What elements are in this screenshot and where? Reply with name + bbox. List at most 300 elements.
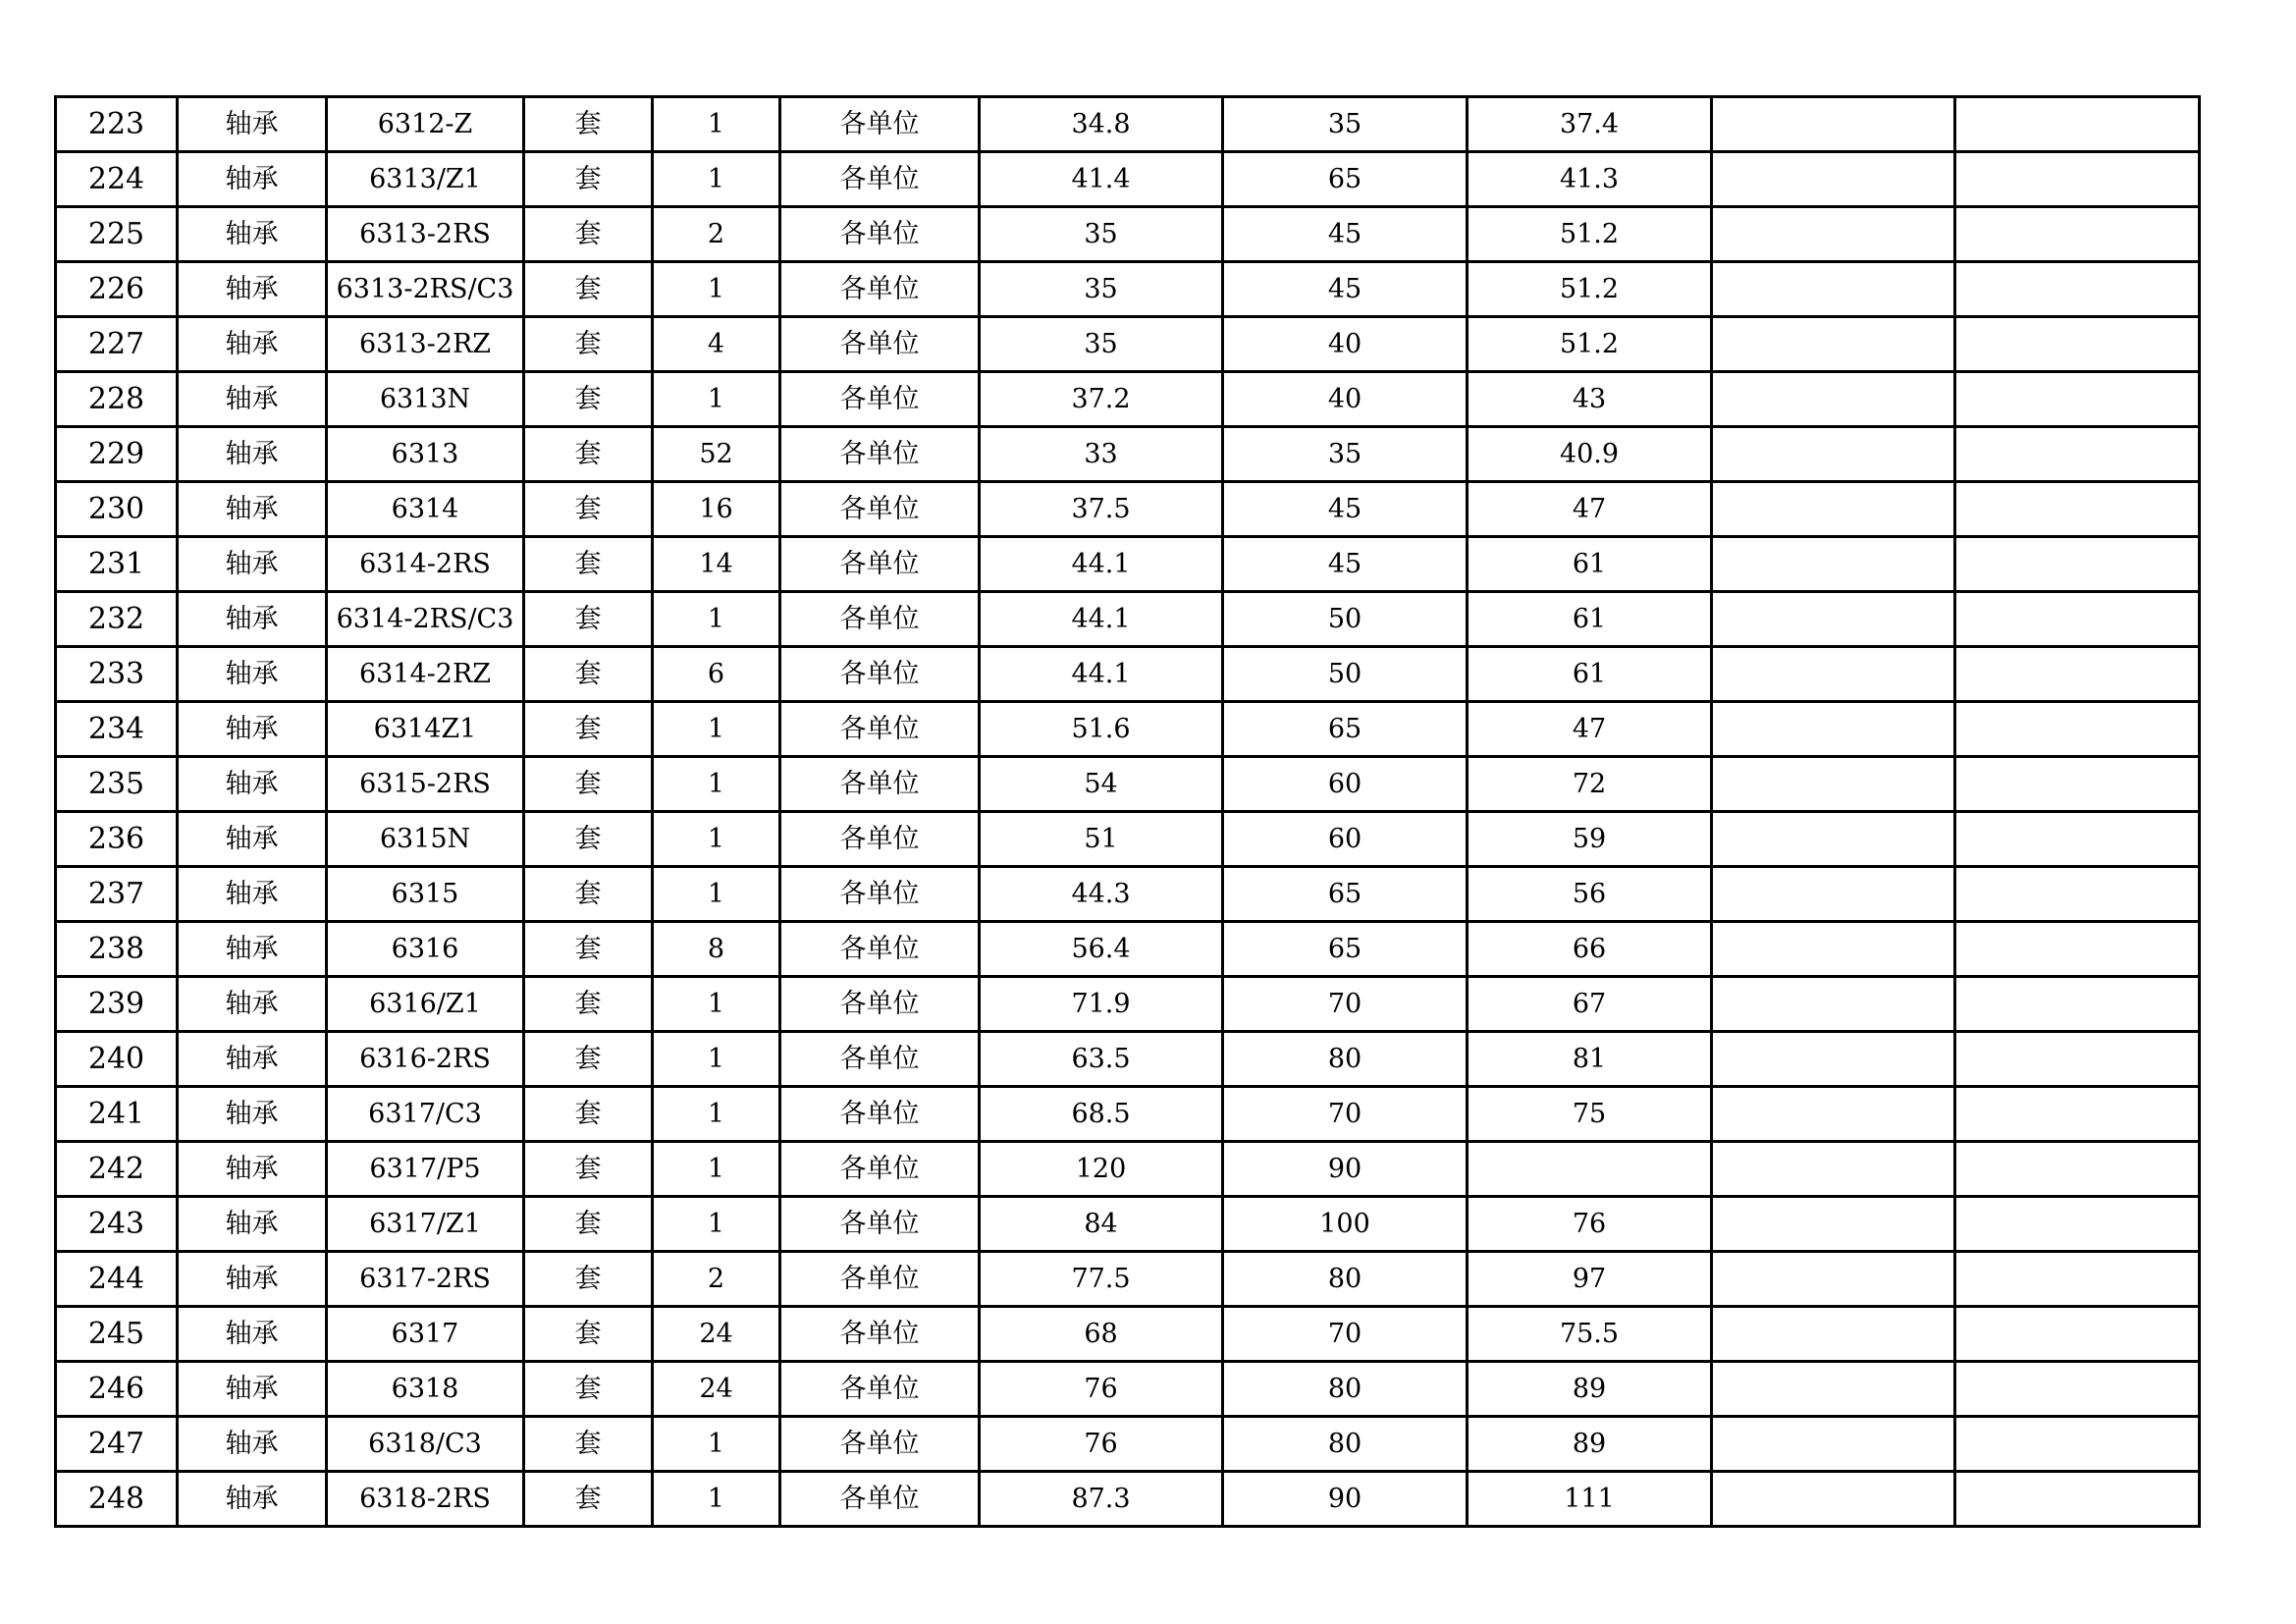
price-col-3-cell [1468,1142,1712,1197]
item-name-cell: 轴承 [178,1197,327,1252]
price-col-2-cell: 65 [1223,922,1468,977]
unit-cell: 套 [524,1362,653,1417]
remark-col-2-cell [1955,1032,2200,1087]
table-row [56,977,2200,1032]
row-number-cell: 231 [56,537,178,592]
row-number-cell: 240 [56,1032,178,1087]
table-row [56,1252,2200,1307]
item-name-cell: 轴承 [178,1417,327,1472]
price-col-1-cell: 54 [980,757,1223,812]
unit-cell: 套 [524,757,653,812]
item-name-cell: 轴承 [178,812,327,867]
table-row [56,207,2200,262]
item-name-cell: 轴承 [178,317,327,372]
price-col-2-cell: 80 [1223,1362,1468,1417]
unit-cell: 套 [524,977,653,1032]
item-name-cell: 轴承 [178,1472,327,1527]
model-cell: 6313-2RZ [327,317,524,372]
item-name-cell: 轴承 [178,537,327,592]
item-name-cell: 轴承 [178,647,327,702]
remark-col-2-cell [1955,427,2200,482]
price-col-1-cell: 56.4 [980,922,1223,977]
price-col-3-cell: 81 [1468,1032,1712,1087]
quantity-cell: 24 [653,1307,780,1362]
model-cell: 6313N [327,372,524,427]
department-cell: 各单位 [780,647,980,702]
quantity-cell: 1 [653,372,780,427]
price-col-2-cell: 100 [1223,1197,1468,1252]
quantity-cell: 1 [653,1142,780,1197]
price-col-3-cell: 37.4 [1468,97,1712,152]
quantity-cell: 1 [653,152,780,207]
remark-col-1-cell [1712,977,1955,1032]
price-col-3-cell: 111 [1468,1472,1712,1527]
remark-col-2-cell [1955,812,2200,867]
remark-col-2-cell [1955,1417,2200,1472]
price-table-sheet [54,95,2201,1528]
row-number-cell: 247 [56,1417,178,1472]
table-row [56,317,2200,372]
price-col-3-cell: 47 [1468,482,1712,537]
department-cell: 各单位 [780,97,980,152]
department-cell: 各单位 [780,537,980,592]
table-row [56,922,2200,977]
model-cell: 6316-2RS [327,1032,524,1087]
price-col-1-cell: 34.8 [980,97,1223,152]
remark-col-1-cell [1712,482,1955,537]
remark-col-2-cell [1955,537,2200,592]
model-cell: 6315-2RS [327,757,524,812]
row-number-cell: 235 [56,757,178,812]
department-cell: 各单位 [780,757,980,812]
price-col-1-cell: 68.5 [980,1087,1223,1142]
price-col-2-cell: 90 [1223,1142,1468,1197]
price-col-1-cell: 44.1 [980,647,1223,702]
remark-col-2-cell [1955,207,2200,262]
remark-col-1-cell [1712,647,1955,702]
remark-col-1-cell [1712,1307,1955,1362]
remark-col-1-cell [1712,317,1955,372]
table-row [56,1472,2200,1527]
price-col-2-cell: 35 [1223,97,1468,152]
unit-cell: 套 [524,372,653,427]
model-cell: 6313-2RS/C3 [327,262,524,317]
price-col-2-cell: 45 [1223,537,1468,592]
department-cell: 各单位 [780,317,980,372]
quantity-cell: 1 [653,702,780,757]
remark-col-2-cell [1955,977,2200,1032]
department-cell: 各单位 [780,482,980,537]
table-row [56,1087,2200,1142]
department-cell: 各单位 [780,1472,980,1527]
unit-cell: 套 [524,207,653,262]
department-cell: 各单位 [780,867,980,922]
row-number-cell: 246 [56,1362,178,1417]
item-name-cell: 轴承 [178,1087,327,1142]
row-number-cell: 225 [56,207,178,262]
quantity-cell: 1 [653,592,780,647]
item-name-cell: 轴承 [178,1252,327,1307]
row-number-cell: 242 [56,1142,178,1197]
row-number-cell: 228 [56,372,178,427]
quantity-cell: 1 [653,812,780,867]
price-col-1-cell: 87.3 [980,1472,1223,1527]
table-row [56,592,2200,647]
row-number-cell: 245 [56,1307,178,1362]
price-col-3-cell: 97 [1468,1252,1712,1307]
unit-cell: 套 [524,867,653,922]
unit-cell: 套 [524,427,653,482]
model-cell: 6315 [327,867,524,922]
unit-cell: 套 [524,1252,653,1307]
model-cell: 6314-2RS [327,537,524,592]
model-cell: 6317/C3 [327,1087,524,1142]
model-cell: 6312-Z [327,97,524,152]
remark-col-1-cell [1712,812,1955,867]
quantity-cell: 4 [653,317,780,372]
price-col-3-cell: 61 [1468,592,1712,647]
item-name-cell: 轴承 [178,977,327,1032]
price-col-2-cell: 65 [1223,702,1468,757]
price-col-3-cell: 75 [1468,1087,1712,1142]
quantity-cell: 1 [653,867,780,922]
unit-cell: 套 [524,152,653,207]
price-col-1-cell: 51.6 [980,702,1223,757]
remark-col-1-cell [1712,537,1955,592]
model-cell: 6318-2RS [327,1472,524,1527]
price-col-1-cell: 37.2 [980,372,1223,427]
price-col-2-cell: 35 [1223,427,1468,482]
remark-col-2-cell [1955,647,2200,702]
price-col-3-cell: 61 [1468,647,1712,702]
item-name-cell: 轴承 [178,207,327,262]
model-cell: 6313/Z1 [327,152,524,207]
price-col-2-cell: 40 [1223,372,1468,427]
price-col-2-cell: 80 [1223,1252,1468,1307]
quantity-cell: 1 [653,1417,780,1472]
quantity-cell: 8 [653,922,780,977]
row-number-cell: 248 [56,1472,178,1527]
row-number-cell: 234 [56,702,178,757]
remark-col-1-cell [1712,207,1955,262]
price-col-3-cell: 89 [1468,1362,1712,1417]
remark-col-2-cell [1955,922,2200,977]
model-cell: 6314-2RZ [327,647,524,702]
unit-cell: 套 [524,1087,653,1142]
table-row [56,152,2200,207]
table-row [56,1197,2200,1252]
unit-cell: 套 [524,1197,653,1252]
remark-col-2-cell [1955,1307,2200,1362]
department-cell: 各单位 [780,207,980,262]
unit-cell: 套 [524,1032,653,1087]
quantity-cell: 24 [653,1362,780,1417]
row-number-cell: 239 [56,977,178,1032]
remark-col-1-cell [1712,152,1955,207]
quantity-cell: 1 [653,1032,780,1087]
price-col-1-cell: 44.3 [980,867,1223,922]
department-cell: 各单位 [780,372,980,427]
quantity-cell: 1 [653,757,780,812]
price-col-2-cell: 45 [1223,207,1468,262]
table-row [56,262,2200,317]
table-row [56,867,2200,922]
row-number-cell: 232 [56,592,178,647]
model-cell: 6316 [327,922,524,977]
price-col-2-cell: 40 [1223,317,1468,372]
model-cell: 6314Z1 [327,702,524,757]
price-col-2-cell: 70 [1223,977,1468,1032]
unit-cell: 套 [524,537,653,592]
remark-col-2-cell [1955,757,2200,812]
remark-col-2-cell [1955,482,2200,537]
row-number-cell: 223 [56,97,178,152]
item-name-cell: 轴承 [178,262,327,317]
quantity-cell: 1 [653,97,780,152]
item-name-cell: 轴承 [178,1307,327,1362]
table-row [56,1362,2200,1417]
table-row [56,372,2200,427]
item-name-cell: 轴承 [178,1362,327,1417]
remark-col-2-cell [1955,1197,2200,1252]
price-col-3-cell: 51.2 [1468,207,1712,262]
table-row [56,1032,2200,1087]
row-number-cell: 236 [56,812,178,867]
price-col-3-cell: 51.2 [1468,262,1712,317]
price-col-3-cell: 61 [1468,537,1712,592]
price-col-3-cell: 41.3 [1468,152,1712,207]
price-col-1-cell: 77.5 [980,1252,1223,1307]
quantity-cell: 1 [653,1472,780,1527]
remark-col-1-cell [1712,262,1955,317]
remark-col-2-cell [1955,372,2200,427]
remark-col-1-cell [1712,1252,1955,1307]
price-col-1-cell: 35 [980,262,1223,317]
department-cell: 各单位 [780,1362,980,1417]
remark-col-1-cell [1712,1142,1955,1197]
price-col-2-cell: 50 [1223,592,1468,647]
price-col-1-cell: 76 [980,1362,1223,1417]
price-col-1-cell: 84 [980,1197,1223,1252]
row-number-cell: 244 [56,1252,178,1307]
price-col-1-cell: 33 [980,427,1223,482]
unit-cell: 套 [524,1472,653,1527]
price-col-1-cell: 76 [980,1417,1223,1472]
row-number-cell: 241 [56,1087,178,1142]
row-number-cell: 229 [56,427,178,482]
price-col-2-cell: 45 [1223,482,1468,537]
table-row [56,1417,2200,1472]
remark-col-2-cell [1955,1142,2200,1197]
row-number-cell: 243 [56,1197,178,1252]
department-cell: 各单位 [780,702,980,757]
quantity-cell: 1 [653,262,780,317]
price-col-2-cell: 60 [1223,812,1468,867]
item-name-cell: 轴承 [178,427,327,482]
remark-col-2-cell [1955,592,2200,647]
table-row [56,482,2200,537]
remark-col-1-cell [1712,922,1955,977]
unit-cell: 套 [524,922,653,977]
department-cell: 各单位 [780,922,980,977]
price-col-1-cell: 35 [980,207,1223,262]
bearing-price-table [54,95,2201,1528]
quantity-cell: 16 [653,482,780,537]
quantity-cell: 2 [653,207,780,262]
unit-cell: 套 [524,1417,653,1472]
remark-col-1-cell [1712,372,1955,427]
model-cell: 6313 [327,427,524,482]
model-cell: 6317/Z1 [327,1197,524,1252]
price-col-1-cell: 63.5 [980,1032,1223,1087]
unit-cell: 套 [524,97,653,152]
price-col-2-cell: 50 [1223,647,1468,702]
row-number-cell: 224 [56,152,178,207]
table-row [56,757,2200,812]
remark-col-2-cell [1955,97,2200,152]
remark-col-1-cell [1712,592,1955,647]
unit-cell: 套 [524,482,653,537]
price-col-1-cell: 44.1 [980,537,1223,592]
price-col-2-cell: 65 [1223,867,1468,922]
remark-col-1-cell [1712,757,1955,812]
department-cell: 各单位 [780,1032,980,1087]
price-col-3-cell: 89 [1468,1417,1712,1472]
department-cell: 各单位 [780,152,980,207]
table-row [56,427,2200,482]
unit-cell: 套 [524,262,653,317]
department-cell: 各单位 [780,1197,980,1252]
price-col-1-cell: 51 [980,812,1223,867]
row-number-cell: 237 [56,867,178,922]
table-row [56,537,2200,592]
unit-cell: 套 [524,1307,653,1362]
unit-cell: 套 [524,647,653,702]
row-number-cell: 238 [56,922,178,977]
model-cell: 6317-2RS [327,1252,524,1307]
remark-col-2-cell [1955,152,2200,207]
item-name-cell: 轴承 [178,1142,327,1197]
department-cell: 各单位 [780,592,980,647]
remark-col-2-cell [1955,262,2200,317]
price-col-2-cell: 45 [1223,262,1468,317]
price-col-3-cell: 59 [1468,812,1712,867]
price-col-2-cell: 80 [1223,1417,1468,1472]
price-col-2-cell: 80 [1223,1032,1468,1087]
quantity-cell: 1 [653,1197,780,1252]
price-col-1-cell: 120 [980,1142,1223,1197]
remark-col-2-cell [1955,702,2200,757]
unit-cell: 套 [524,1142,653,1197]
price-col-1-cell: 35 [980,317,1223,372]
remark-col-1-cell [1712,97,1955,152]
quantity-cell: 14 [653,537,780,592]
quantity-cell: 6 [653,647,780,702]
item-name-cell: 轴承 [178,922,327,977]
row-number-cell: 227 [56,317,178,372]
model-cell: 6313-2RS [327,207,524,262]
remark-col-2-cell [1955,1252,2200,1307]
remark-col-2-cell [1955,1087,2200,1142]
remark-col-1-cell [1712,1197,1955,1252]
model-cell: 6314 [327,482,524,537]
remark-col-1-cell [1712,867,1955,922]
price-col-1-cell: 41.4 [980,152,1223,207]
quantity-cell: 52 [653,427,780,482]
item-name-cell: 轴承 [178,152,327,207]
item-name-cell: 轴承 [178,482,327,537]
price-col-3-cell: 43 [1468,372,1712,427]
price-col-2-cell: 90 [1223,1472,1468,1527]
unit-cell: 套 [524,812,653,867]
price-col-3-cell: 47 [1468,702,1712,757]
item-name-cell: 轴承 [178,702,327,757]
remark-col-1-cell [1712,1087,1955,1142]
model-cell: 6317/P5 [327,1142,524,1197]
remark-col-1-cell [1712,427,1955,482]
unit-cell: 套 [524,592,653,647]
row-number-cell: 233 [56,647,178,702]
model-cell: 6318/C3 [327,1417,524,1472]
item-name-cell: 轴承 [178,372,327,427]
price-col-1-cell: 68 [980,1307,1223,1362]
row-number-cell: 226 [56,262,178,317]
price-col-3-cell: 51.2 [1468,317,1712,372]
price-col-3-cell: 66 [1468,922,1712,977]
remark-col-2-cell [1955,1472,2200,1527]
price-col-2-cell: 70 [1223,1307,1468,1362]
department-cell: 各单位 [780,427,980,482]
price-col-2-cell: 70 [1223,1087,1468,1142]
price-col-3-cell: 75.5 [1468,1307,1712,1362]
table-row [56,1142,2200,1197]
department-cell: 各单位 [780,262,980,317]
remark-col-1-cell [1712,702,1955,757]
table-row [56,702,2200,757]
department-cell: 各单位 [780,812,980,867]
price-col-3-cell: 76 [1468,1197,1712,1252]
price-col-3-cell: 67 [1468,977,1712,1032]
unit-cell: 套 [524,702,653,757]
model-cell: 6318 [327,1362,524,1417]
model-cell: 6316/Z1 [327,977,524,1032]
remark-col-1-cell [1712,1032,1955,1087]
department-cell: 各单位 [780,1307,980,1362]
department-cell: 各单位 [780,1417,980,1472]
remark-col-2-cell [1955,867,2200,922]
unit-cell: 套 [524,317,653,372]
department-cell: 各单位 [780,977,980,1032]
model-cell: 6314-2RS/C3 [327,592,524,647]
price-col-1-cell: 44.1 [980,592,1223,647]
item-name-cell: 轴承 [178,867,327,922]
department-cell: 各单位 [780,1252,980,1307]
model-cell: 6315N [327,812,524,867]
price-col-3-cell: 56 [1468,867,1712,922]
item-name-cell: 轴承 [178,592,327,647]
table-row [56,812,2200,867]
remark-col-1-cell [1712,1362,1955,1417]
quantity-cell: 1 [653,1087,780,1142]
item-name-cell: 轴承 [178,757,327,812]
row-number-cell: 230 [56,482,178,537]
item-name-cell: 轴承 [178,1032,327,1087]
department-cell: 各单位 [780,1142,980,1197]
quantity-cell: 1 [653,977,780,1032]
price-col-1-cell: 37.5 [980,482,1223,537]
remark-col-1-cell [1712,1417,1955,1472]
item-name-cell: 轴承 [178,97,327,152]
